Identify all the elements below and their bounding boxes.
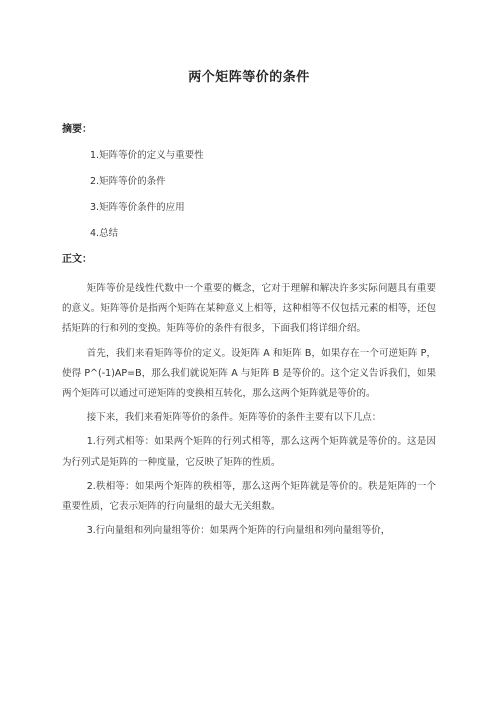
body-paragraph: 2.秩相等：如果两个矩阵的秩相等，那么这两个矩阵就是等价的。秩是矩阵的一个重要性质，它表示矩阵的行向量组的最大无关组数。: [62, 480, 436, 513]
outline-item: 4.总结: [90, 228, 119, 239]
abstract-label: 摘要：: [62, 124, 92, 135]
document-title: 两个矩阵等价的条件: [188, 70, 310, 85]
outline-item: 3.矩阵等价条件的应用: [90, 202, 185, 213]
body-paragraph: 3.行向量组和列向量组等价：如果两个矩阵的行向量组和列向量组等价，: [86, 525, 391, 537]
abstract-outline: [62, 149, 436, 241]
body-paragraph: 1.行列式相等：如果两个矩阵的行列式相等，那么这两个矩阵就是等价的。这是因为行列式是矩阵的一种度量，它反映了矩阵的性质。: [62, 436, 436, 468]
body-paragraph: 接下来，我们来看矩阵等价的条件。矩阵等价的条件主要有以下几点：: [86, 412, 382, 424]
outline-item: 2.矩阵等价的条件: [90, 176, 166, 187]
body-paragraph: 首先，我们来看矩阵等价的定义。设矩阵 A 和矩阵 B，如果存在一个可逆矩阵 P，使得 P^(-1)AP=B，那么我们就说矩阵 A 与矩阵 B 是等价的。这个定义告诉我们，如果两个矩阵可以通过可逆矩阵的变换相互转化，那么这两个矩阵就是等价的。: [62, 347, 436, 400]
body-paragraph: 矩阵等价是线性代数中一个重要的概念，它对于理解和解决许多实际问题具有重要的意义。矩阵等价是指两个矩阵在某种意义上相等，这种相等不仅包括元素的相等，还包括矩阵的行和列的变换。矩阵等价的条件有很多，下面我们将详细介绍。: [62, 283, 436, 335]
outline-item: 1.矩阵等价的定义与重要性: [90, 150, 204, 161]
body-label: 正文：: [62, 254, 92, 265]
